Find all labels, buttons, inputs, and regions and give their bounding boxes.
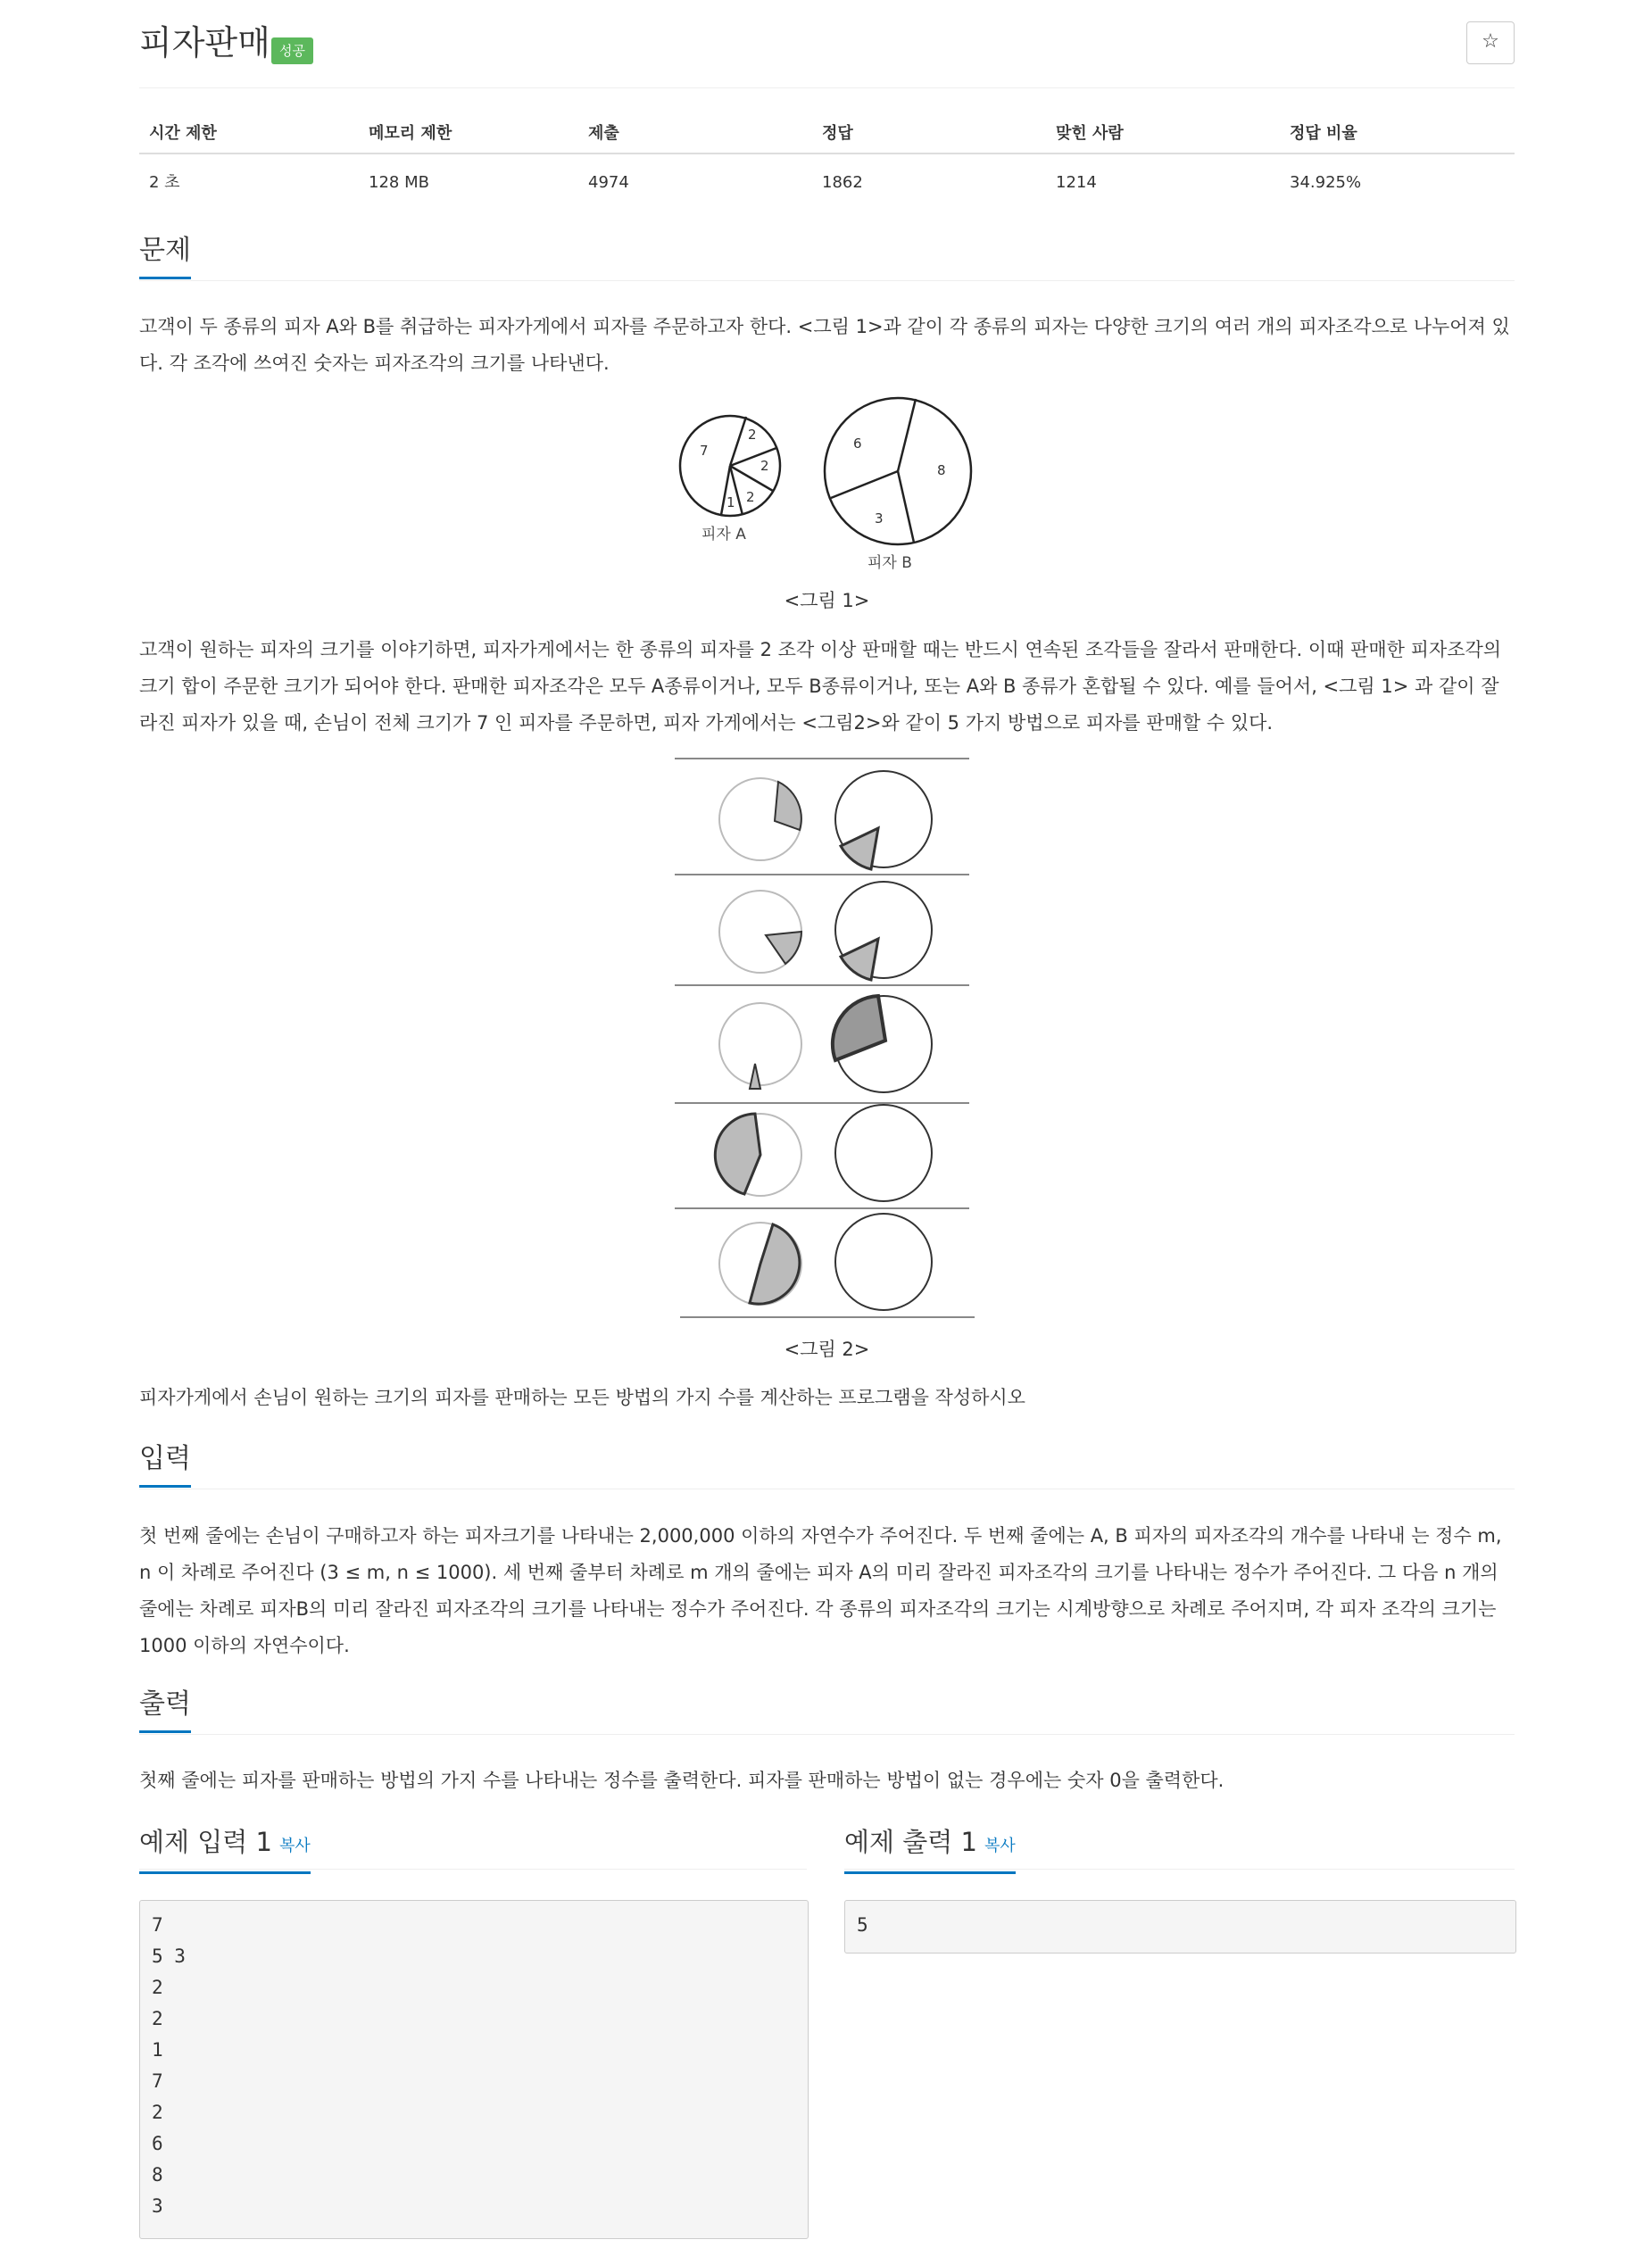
table-header-row — [139, 114, 1515, 154]
output-heading: 출력 — [139, 1684, 191, 1733]
title-divider — [139, 87, 1515, 88]
sample-output-line: 5 — [857, 1914, 868, 1936]
star-button[interactable] — [1466, 21, 1515, 64]
problem-section-header — [139, 230, 1515, 281]
copy-input-button[interactable]: 복사 — [278, 1837, 311, 1855]
sample-output-box[interactable] — [844, 1900, 1516, 1954]
sample-input-line: 2 — [152, 1977, 163, 1998]
pizza-b-slice-label: 3 — [875, 510, 884, 527]
figure-2-caption: <그림 2> — [784, 1339, 870, 1360]
header-solvers: 맞힌 사람 — [1056, 124, 1124, 143]
figure-2-row — [719, 771, 932, 869]
pizza-a-slice-label: 2 — [760, 458, 769, 474]
sample-input-header — [139, 1822, 807, 1870]
problem-description-2: 고객이 원하는 피자의 크기를 이야기하면, 피자가게에서는 한 종류의 피자를 2 조각 이상 판매할 때는 반드시 연속된 조각들을 잘라서 판매한다. 이때 판매한 피자조각의 크기 합이 주문한 크기가 되어야 한다. 판매한 피자조각은 모두 A종류이거나, 모두 B종류이거나, 또는 A와 B 종류가 혼합될 수 있다. 예를 들어서, <그림 1> 과 같이 잘라진 피자가 있을 때, 손님이 전체 크기가 7 인 피자를 주문하면, 피자 가게에서는 <그림2>와 같이 5 가지 방법으로 피자를 판매할 수 있다. — [139, 639, 1502, 734]
status-badge: 성공 — [271, 37, 313, 64]
problem-heading: 문제 — [139, 230, 191, 279]
input-heading: 입력 — [139, 1439, 191, 1488]
output-section-header — [139, 1684, 1515, 1735]
problem-info-table — [139, 114, 1515, 203]
figure-2-row — [715, 1105, 932, 1201]
sample-input-line: 2 — [152, 2102, 163, 2123]
table-row — [139, 163, 1515, 203]
pizza-a-slice-label: 2 — [748, 427, 757, 443]
header-memory-limit: 메모리 제한 — [369, 124, 452, 143]
header-ratio: 정답 비율 — [1290, 124, 1357, 143]
sample-input-line: 7 — [152, 1914, 163, 1936]
sample-input-line: 5 3 — [152, 1945, 186, 1967]
star-icon: ☆ — [1482, 30, 1499, 53]
value-submissions: 4974 — [588, 173, 629, 192]
header-accepted: 정답 — [822, 124, 853, 143]
header-submissions: 제출 — [588, 124, 619, 143]
sample-input-line: 1 — [152, 2039, 163, 2061]
sample-input-line: 7 — [152, 2070, 163, 2092]
sample-input-box[interactable] — [139, 1900, 809, 2239]
sample-output-header — [844, 1822, 1515, 1870]
figure-2-row — [719, 996, 932, 1092]
value-ratio: 34.925% — [1290, 173, 1362, 192]
header-time-limit: 시간 제한 — [149, 124, 217, 143]
sample-output-heading: 예제 출력 1 복사 — [844, 1822, 1016, 1874]
value-memory-limit: 128 MB — [369, 173, 429, 192]
sample-input-line: 6 — [152, 2133, 163, 2154]
pizza-a-slice-label: 1 — [726, 494, 735, 510]
pizza-b-slice-label: 6 — [853, 435, 862, 452]
input-section-header — [139, 1439, 1515, 1489]
figure-2-row — [719, 882, 932, 980]
value-solvers: 1214 — [1056, 173, 1097, 192]
sample-input-line: 2 — [152, 2008, 163, 2029]
output-description: 첫째 줄에는 피자를 판매하는 방법의 가지 수를 나타내는 정수를 출력한다. 피자를 판매하는 방법이 없는 경우에는 숫자 0을 출력한다. — [139, 1770, 1224, 1791]
pizza-a-label: 피자 A — [701, 526, 746, 543]
figure-2-row — [719, 1214, 932, 1310]
sample-input-line: 8 — [152, 2164, 163, 2186]
value-accepted: 1862 — [822, 173, 863, 192]
title-row — [139, 20, 1515, 73]
figure-1-caption: <그림 1> — [784, 590, 870, 611]
pizza-a-slice-label: 2 — [746, 489, 755, 505]
figure-2-image — [675, 757, 1121, 1319]
sample-input-heading: 예제 입력 1 복사 — [139, 1822, 311, 1874]
copy-output-button[interactable]: 복사 — [984, 1837, 1016, 1855]
pizza-b-slice-label: 8 — [937, 462, 946, 478]
pizza-a-slice-label: 7 — [700, 443, 709, 459]
pizza-b-label: 피자 B — [868, 554, 912, 572]
figure-1-image — [675, 393, 1121, 580]
input-description: 첫 번째 줄에는 손님이 구매하고자 하는 피자크기를 나타내는 2,000,000 이하의 자연수가 주어진다. 두 번째 줄에는 A, B 피자의 피자조각의 개수를 나타내 는 정수 m, n 이 차례로 주어진다 (3 ≤ m, n ≤ 1000). 세 번째 줄부터 차례로 m 개의 줄에는 피자 A의 미리 잘라진 피자조각의 크기를 나타내는 정수가 주어진다. 그 다음 n 개의 줄에는 차례로 피자B의 미리 잘라진 피자조각의 크기를 나타내는 정수가 주어진다. 각 종류의 피자조각의 크기는 시계방향으로 차례로 주어지며, 각 피자 조각의 크기는 1000 이하의 자연수이다. — [139, 1525, 1502, 1656]
sample-input-line: 3 — [152, 2195, 163, 2217]
problem-description-3: 피자가게에서 손님이 원하는 크기의 피자를 판매하는 모든 방법의 가지 수를 계산하는 프로그램을 작성하시오 — [139, 1387, 1025, 1408]
value-time-limit: 2 초 — [149, 173, 180, 192]
problem-description-1: 고객이 두 종류의 피자 A와 B를 취급하는 피자가게에서 피자를 주문하고자 한다. <그림 1>과 같이 각 종류의 피자는 다양한 크기의 여러 개의 피자조각으로 나누어져 있다. 각 조각에 쓰여진 숫자는 피자조각의 크기를 나타낸다. — [139, 316, 1510, 374]
page-title: 피자판매 — [139, 23, 270, 62]
